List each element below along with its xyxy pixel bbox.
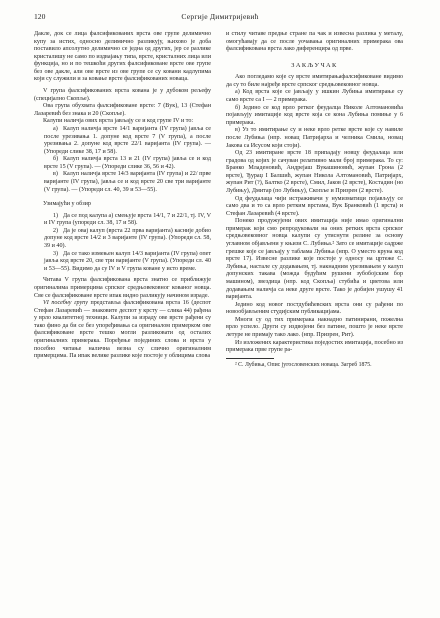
paragraph-kaluzi: Калупи наличја ових врста јављају се и код групе IV и то: xyxy=(43,118,194,125)
right-column xyxy=(226,31,403,369)
paragraph: а) Код врста које се јављају у ишкин Лубиња имитирање су само врсте са I — 2 примерака. xyxy=(226,89,403,104)
footnote-rule xyxy=(226,358,274,359)
list-item: 3) Да се тако измењен калуп 14/3 варијанта (IV група) опет јавља код врсте 20, све три варијанте (V група). (Упореди сл. 40 и 53—55). Видимо да су IV и V група коване у исто време. xyxy=(44,250,211,272)
running-head: Сергије Димитријевић xyxy=(181,12,259,21)
paragraph: в) Уз то имитирање су и неке врло ретке врсте које су навиле после Лубиња (нпр. новац Патријарха и челника Смила, новац Јакова са Исусом који стоји). xyxy=(226,127,403,149)
paragraph: Понеко продужујени ових имитација није имао оригинални примерак који смо репродуковали на оних ретких врста српског средњовековног новца калупи су утиснути релине за основу углавном објављени у књизи С. Лубиња.² Зато се имитације садрже грешке које се јављају у таблама Лубиња (нпр. О уместо круна код врсте 17). Извесне разлике које постоје у односу на цртеже С. Лубиња, настале су додавањем, тј. накнадним урезивањем у калуп допунских такава (можда будућим рушени зубобојским бор машином), звездица (нпр. код Скопља) стубића и цветова или додавањем наличја са неке друге врсте. Тако је добијен ушушу 41 варијанта. xyxy=(226,218,403,301)
left-column xyxy=(34,31,211,361)
paragraph: Од 23 имитиране врсте 18 припадају новцу феудалаца или градова од којих је сачуван релативно мали број примерака. То су: Бранко Младеновић, Андрејаш Вукашиновић, жупан Грона (2 врсте), Ђураџ I Балшић, жупан Никола Алтомановић, Патријарх, жупан Рит (?), Балтко (2 врсте), Смил, Јаков (2 врсте), Костадин (но Лубињу), Дмитар (по Лубињу), Скопље и Призрен (2 врсте). xyxy=(226,150,403,194)
footnote-text: ² С. Лубиња, Опис југословенских новаца. Загреб 1875. xyxy=(235,361,372,368)
paragraph: Ако погледамо које су врсте имитирањафалсификоване видимо да су то биле најређе врсте српског средњовековног новца. xyxy=(226,74,403,88)
list-b xyxy=(34,213,211,274)
paragraph: Једино код новог постдубићевских врста они су рађени по новообјављеним студијским публикацијама. xyxy=(226,301,403,316)
paragraph-ova-grupa: Ова група обухвата фалсификоване врсте: 7 (Вук), 13 (Стефан Лазаревић без знака и 20 (Скопље). xyxy=(34,103,211,117)
list-item: 1) Да се под калупа а) смењује врста 14/1, 7 и 22/1, тј. IV, V и IV група (упореди сл. 38, 17 и 58). xyxy=(44,212,211,227)
list-a xyxy=(34,126,211,194)
list-item: б) Калуп наличја врста 13 и 21 (IV група) јавља се и код врсте 15 (V група). — (Упореди слике 36, 56 и 42). xyxy=(44,156,211,170)
paragraph-uzimajuci: Узимајући у обзир xyxy=(43,201,91,208)
list-item: 2) Да је овај калуп (врста 22 прва варијанта) касније добио допуне код врсте 14/2 и 3 варијанте (IV група). (Упореди сл. 58, 39 и 40). xyxy=(44,227,211,250)
vi-group-italic: VI посебну групу xyxy=(43,300,88,307)
section-heading: ЗАКЉУЧАК xyxy=(291,61,338,69)
paragraph: Из изложених карактеристика поједостих имитација, посебно из примерака прве групе ра- xyxy=(226,339,403,354)
list-item: а) Калуп наличја врсте 14/1 варијанта (IV група) јавља се после урезивања 1. допуне код врсте 7 (V група), а после урезивања 2. допуне код врсте 22/1 варијанта (IV група). — (Упореди слике 38, 17 и 58). xyxy=(44,125,211,155)
paragraph: Многи су од тих примерака накнадно патинирани, пожелна врло успело. Други су издвојени без патине, пошто је неке врсте летуре не примају тако лако. (нпр. Призрен, Рит). xyxy=(226,316,403,338)
footnote xyxy=(226,362,403,369)
paragraph-citava: Читава V група фалсификована врста знатно се приближује оригиналима примерцима српског средњовековног кованог новца. Све се фалсификоване врсте ипак видно разликују начином израде. xyxy=(34,277,211,299)
paragraph-continued: и стилу читаве предње стране па чак и извесна разлика у металу, омогућавају да се после уочавања оригиналних примерака ова фалсификована врста лако диференцира од прве. xyxy=(226,31,403,53)
list-item: в) Калуп наличја врсте 14/3 варијанта (IV група) и 22/ прве варијанте (IV група), јавља се и код врсте 20 све три варијанте (V група). — (Упореди сл. 40, 39 и 53—55). xyxy=(44,171,211,193)
paragraph-intro: Дакле, док се лица фалсификованих врста ове групе делимично купу за истих, односно делимично разликују, њихово је доба поставило апсолутно делимично се једна од других, јер се разлике кристалишу не само по издвајању типа, врсте, кристалних лица или функција, но и по тешкоћи других фалсификоване врсте ове групе без ове дакле, али ове врсте из ове групе се су ковани кадлупима који су служили и за ковање врсте фалсификованих новаца. xyxy=(34,31,211,83)
paragraph-vi-group: VI посебну групу представља фалсификована врста 16 (деспот Стефан Лазаревић — знаковите деспот у крсту — слика 44) рађена у врло квалитетној техници. Калупи за израду ове врсте рађени су тако фино да би се без упоређивања са оригиналом примерком ове фалсификоване врсте тешко могли разликовати од осталих оригиналних примерака. Поређење појединих слова и врста у посебно читање налична везна су слично оригиналним примерцима. Па ипак велике разлике које постоје у облицима слова xyxy=(34,300,212,360)
page-number: 120 xyxy=(34,12,46,21)
paragraph: б) Једино се код врло ретког феудалца Николе Алтомановића појављују имитације код врсте која се кона Лубиња помиње у 6 примерака. xyxy=(226,104,403,126)
paragraph-v-group: V група фалсификованих врста кована је у дубоком рељефу (специјално Скопље). xyxy=(34,88,211,102)
paragraph: Од феудалаца чији истраживачи у нумизматици појављују се само два и то са врло ретким врстама, Вук Бранковић (1 врста) и Стефан Лазаревић (4 врсте). xyxy=(226,195,403,217)
